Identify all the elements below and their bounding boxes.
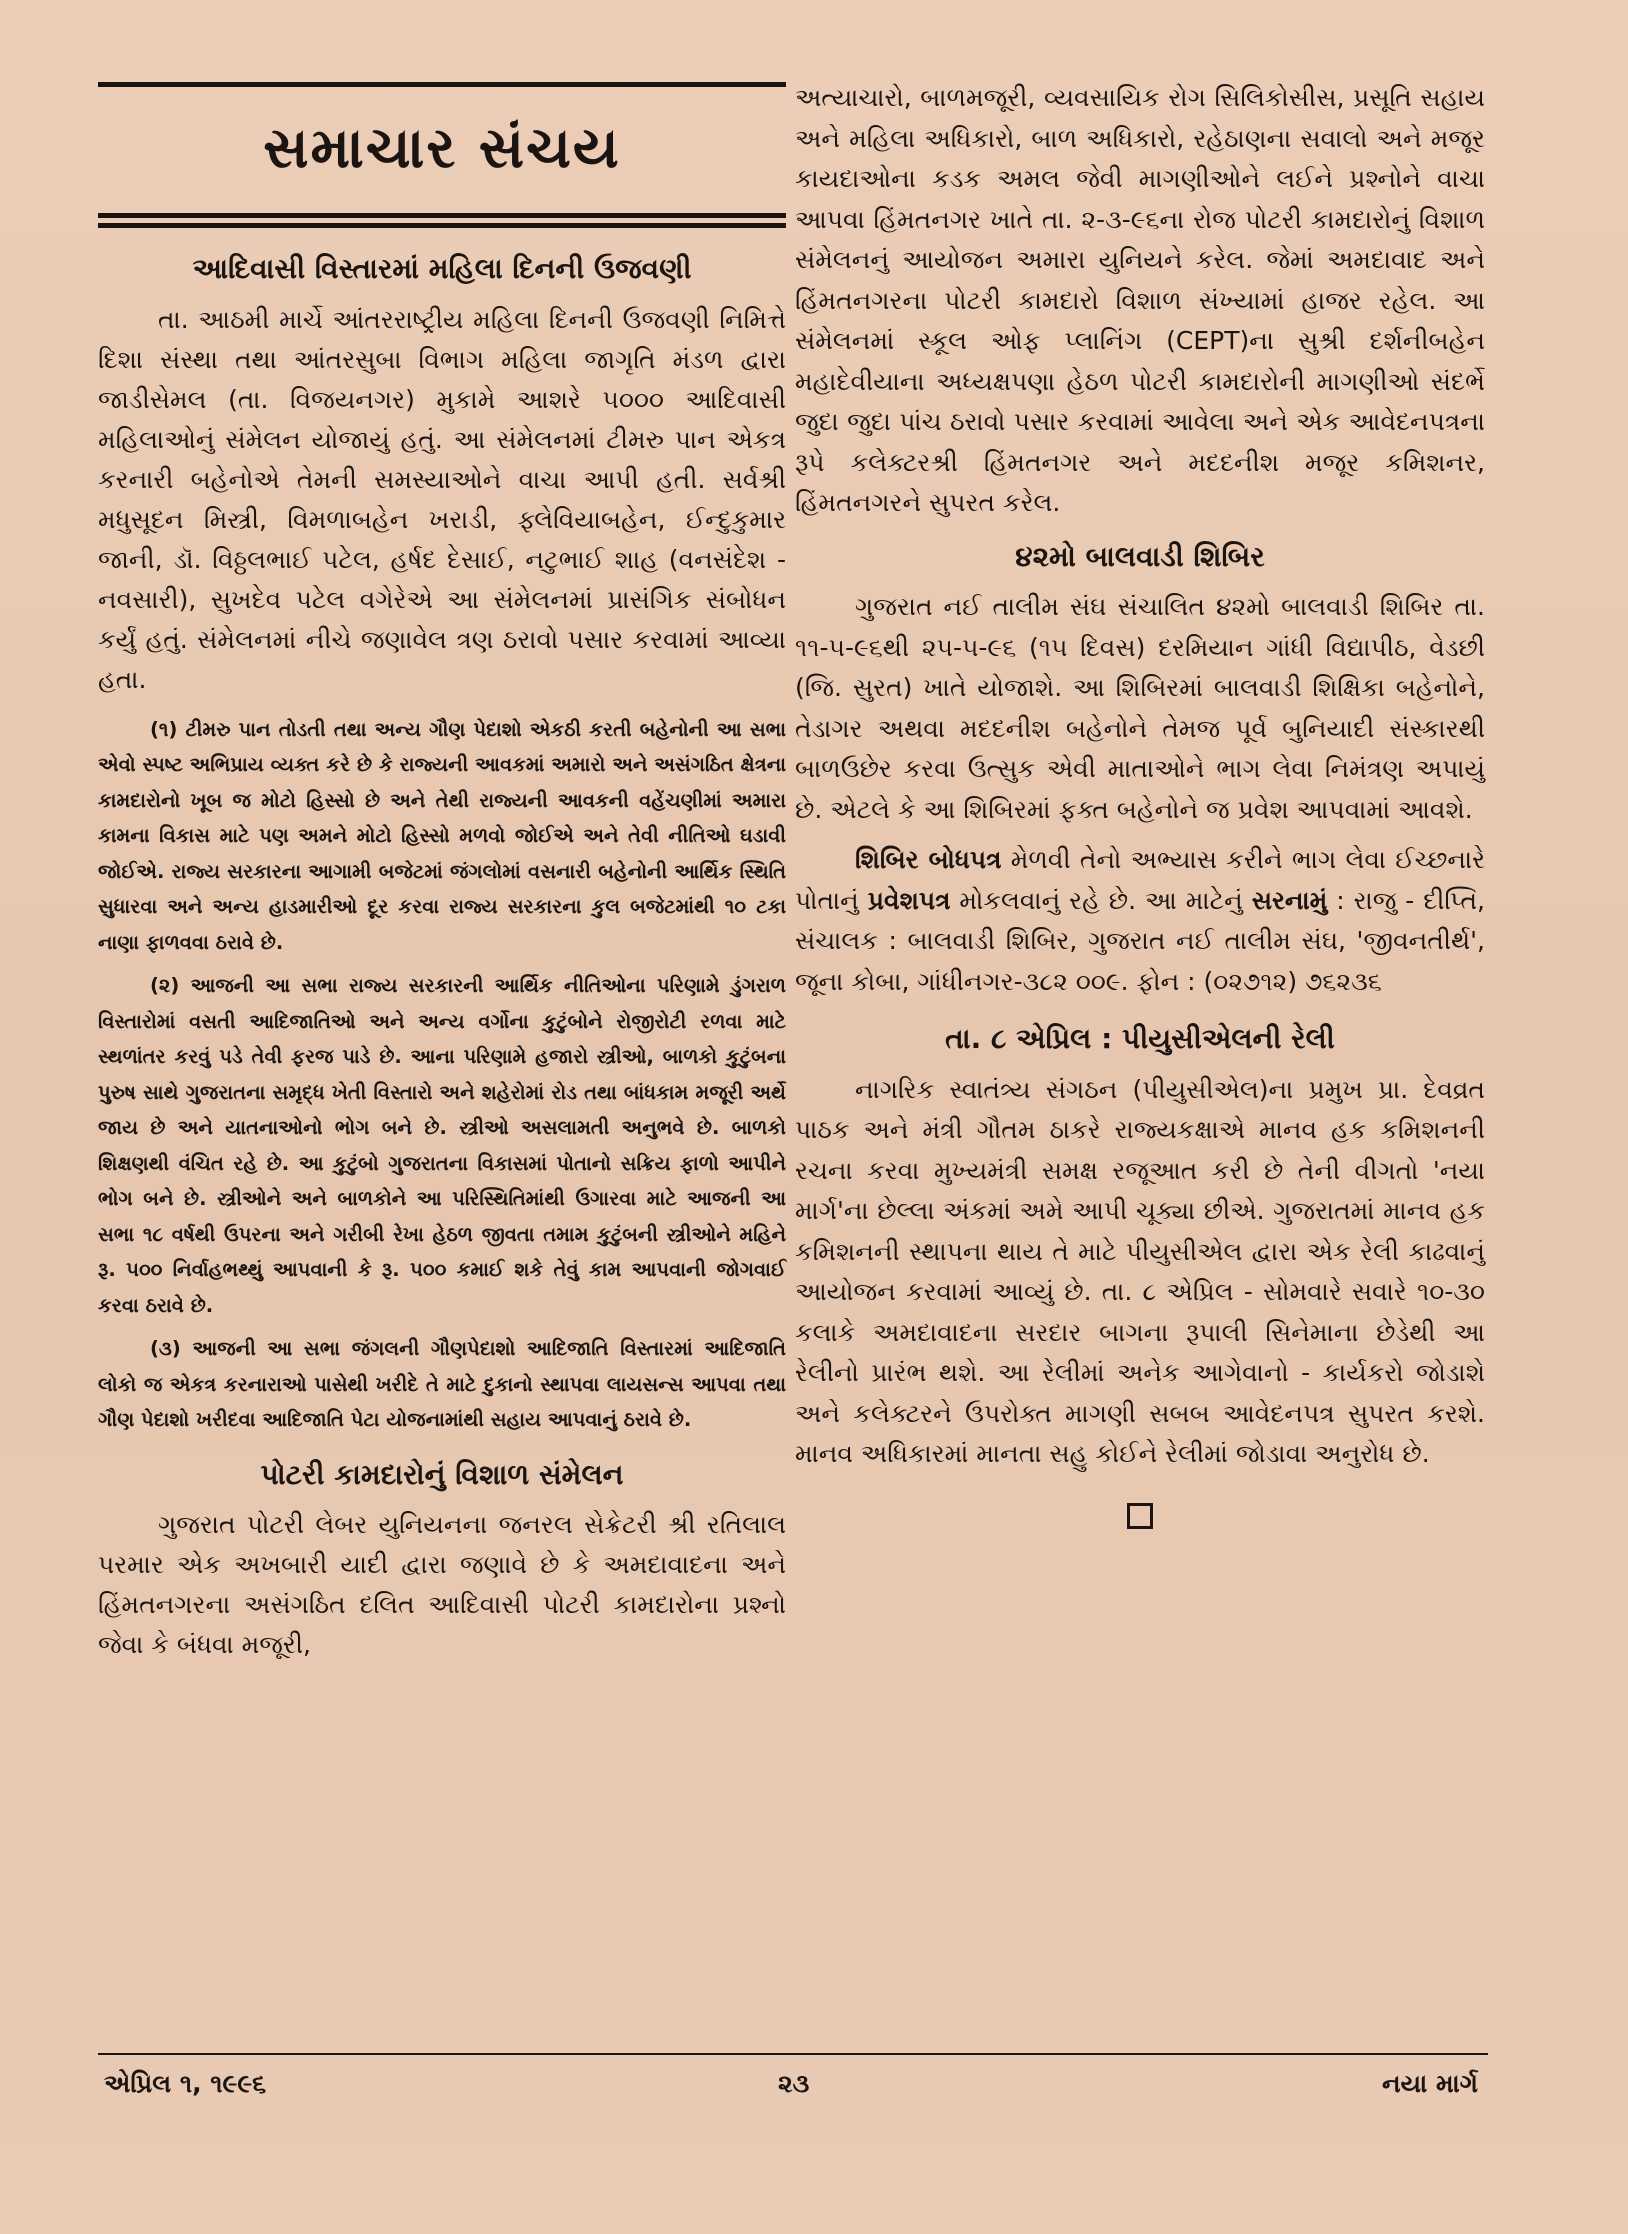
- left-column: [98, 78, 786, 1665]
- article-paragraph-balwadi-application: [795, 840, 1485, 1002]
- masthead-bottom-rule: [98, 213, 786, 228]
- text-run: મેળવી તેનો અભ્યાસ કરીને ભાગ લેવા ઈચ્છનારે પોતાનું: [795, 845, 1485, 915]
- text-run: મોકલવાનું રહે છે. આ માટેનું: [950, 885, 1252, 915]
- article-heading-balwadi: ૪૨મો બાલવાડી શિબિર: [1015, 539, 1265, 573]
- bold-term-bodhpatra: શિબિર બોધપત્ર: [855, 845, 1002, 875]
- publication-name: નયા માર્ગ: [1382, 2069, 1478, 2098]
- page-number: ૨૩: [778, 2069, 810, 2098]
- bold-term-praveshpatra: પ્રવેશપત્ર: [867, 885, 951, 915]
- resolution-3: (૩) આજની આ સભા જંગલની ગૌણપેદાશો આદિજાતિ વિસ્તારમાં આદિજાતિ લોકો જ એકત્ર કરનારાઓ પાસેથી ખરીદે તે માટે દુકાનો સ્થાપવા લાયસન્સ આપવા તથા ગૌણ પેદાશો ખરીદવા આદિજાતિ પેટા યોજનામાંથી સહાય આપવાનું ઠરાવે છે.: [98, 1337, 786, 1432]
- bold-term-address: સરનામું: [1251, 885, 1328, 915]
- article-paragraph-pottery-left: ગુજરાત પોટરી લેબર યુનિયનના જનરલ સેક્રેટરી શ્રી રતિલાલ પરમાર એક અખબારી યાદી દ્વારા જણાવે છે કે અમદાવાદના અને હિંમતનગરના અસંગઠિત દલિત આદિવાસી પોટરી કામદારોના પ્રશ્નો જેવા કે બંધવા મજૂરી,: [98, 1510, 786, 1660]
- text-run: : રાજુ - દીપ્તિ, સંચાલક : બાલવાડી શિબિર, ગુજરાત નઈ તાલીમ સંઘ, 'જીવનતીર્થ', જૂના કોબા, ગાંધીનગર-૩૮૨ ૦૦૯. ફોન : (૦૨૭૧૨) ૭૬૨૩૬: [795, 885, 1486, 996]
- resolution-1: (૧) ટીમરુ પાન તોડતી તથા અન્ય ગૌણ પેદાશો એકઠી કરતી બહેનોની આ સભા એવો સ્પષ્ટ અભિપ્રાય વ્યક્ત કરે છે કે રાજ્યની આવકમાં અમારો અને અસંગઠિત ક્ષેત્રના કામદારોનો ખૂબ જ મોટો હિસ્સો છે અને તેથી રાજ્યની આવકની વહેંચણીમાં અમારા કામના વિકાસ માટે પણ અમને મોટો હિસ્સો મળવો જોઈએ અને તેવી નીતિઓ ઘડાવી જોઈએ. રાજ્ય સરકારના આગામી બજેટમાં જંગલોમાં વસનારી બહેનોની આર્થિક સ્થિતિ સુધારવા અને અન્ય હાડમારીઓ દૂર કરવા રાજ્ય સરકારના કુલ બજેટમાંથી ૧૦ ટકા નાણા ફાળવવા ઠરાવે છે.: [98, 717, 786, 954]
- end-of-article-box-icon: [1127, 1503, 1153, 1529]
- article-paragraph-pottery-right: અત્યાચારો, બાળમજૂરી, વ્યવસાયિક રોગ સિલિકોસીસ, પ્રસૂતિ સહાય અને મહિલા અધિકારો, બાળ અધિકારો, રહેઠાણના સવાલો અને મજૂર કાયદાઓના કડક અમલ જેવી માગણીઓને લઈને પ્રશ્નોને વાચા આપવા હિંમતનગર ખાતે તા. ૨-૩-૯૬ના રોજ પોટરી કામદારોનું વિશાળ સંમેલનનું આયોજન અમારા યુનિયને કરેલ. જેમાં અમદાવાદ અને હિંમતનગરના પોટરી કામદારો વિશાળ સંખ્યામાં હાજર રહેલ. આ સંમેલનમાં સ્કૂલ ઓફ પ્લાનિંગ (CEPT)ના સુશ્રી દર્શનીબહેન મહાદેવીયાના અધ્યક્ષપણા હેઠળ પોટરી કામદારોની માગણીઓ સંદર્ભે જુદા જુદા પાંચ ઠરાવો પસાર કરવામાં આવેલા અને એક આવેદનપત્રના રૂપે કલેક્ટરશ્રી હિંમતનગર અને મદદનીશ મજૂર કમિશનર, હિંમતનગરને સુપરત કરેલ.: [795, 83, 1485, 517]
- footer-rule: [98, 2053, 1488, 2055]
- resolution-2: (૨) આજની આ સભા રાજ્ય સરકારની આર્થિક નીતિઓના પરિણામે ડુંગરાળ વિસ્તારોમાં વસતી આદિજાતિઓ અને અન્ય વર્ગોના કુટુંબોને રોજીરોટી રળવા માટે સ્થળાંતર કરવું પડે તેવી ફરજ પાડે છે. આના પરિણામે હજારો સ્ત્રીઓ, બાળકો કુટુંબના પુરુષ સાથે ગુજરાતના સમૃદ્ધ ખેતી વિસ્તારો અને શહેરોમાં રોડ તથા બાંધકામ મજૂરી અર્થે જાય છે અને યાતનાઓનો ભોગ બને છે. સ્ત્રીઓ અસલામતી અનુભવે છે. બાળકો શિક્ષણથી વંચિત રહે છે. આ કુટુંબો ગુજરાતના વિકાસમાં પોતાનો સક્રિય ફાળો આપીને ભોગ બને છે. સ્ત્રીઓને અને બાળકોને આ પરિસ્થિતિમાંથી ઉગારવા માટે આજની આ સભા ૧૮ વર્ષથી ઉપરના અને ગરીબી રેખા હેઠળ જીવતા તમામ કુટુંબની સ્ત્રીઓને મહિને રૂ. ૫૦૦ નિર્વાહભથ્થું આપવાની કે રૂ. ૫૦૦ કમાઈ શકે તેવું કામ આપવાની જોગવાઈ કરવા ઠરાવે છે.: [98, 974, 786, 1317]
- article-heading-womens-day: આદિવાસી વિસ્તારમાં મહિલા દિનની ઉજવણી: [192, 252, 692, 285]
- article-paragraph-intro: તા. આઠમી માર્ચે આંતરરાષ્ટ્રીય મહિલા દિનની ઉજવણી નિમિત્તે દિશા સંસ્થા તથા આંતરસુબા વિભાગ મહિલા જાગૃતિ મંડળ દ્વારા જાડીસેમલ (તા. વિજયનગર) મુકામે આશરે ૫૦૦૦ આદિવાસી મહિલાઓનું સંમેલન યોજાયું હતું. આ સંમેલનમાં ટીમરુ પાન એકત્ર કરનારી બહેનોએ તેમની સમસ્યાઓને વાચા આપી હતી. સર્વશ્રી મધુસૂદન મિસ્ત્રી, વિમળાબહેન ખરાડી, ફ્લેવિયાબહેન, ઈન્દુકુમાર જાની, ડૉ. વિઠ્ઠલભાઈ પટેલ, હર્ષદ દેસાઈ, નટુભાઈ શાહ (વનસંદેશ - નવસારી), સુખદેવ પટેલ વગેરેએ આ સંમેલનમાં પ્રાસંગિક સંબોધન કર્યું હતું. સંમેલનમાં નીચે જણાવેલ ત્રણ ઠરાવો પસાર કરવામાં આવ્યા હતા.: [98, 304, 786, 694]
- article-paragraph-balwadi: ગુજરાત નઈ તાલીમ સંઘ સંચાલિત ૪૨મો બાલવાડી શિબિર તા. ૧૧-૫-૯૬થી ૨૫-૫-૯૬ (૧૫ દિવસ) દરમિયાન ગાંધી વિદ્યાપીઠ, વેડછી (જિ. સુરત) ખાતે યોજાશે. આ શિબિરમાં બાલવાડી શિક્ષિકા બહેનોને, તેડાગર અથવા મદદનીશ બહેનોને તેમજ પૂર્વ બુનિયાદી સંસ્કારથી બાળઉછેર કરવા ઉત્સુક એવી માતાઓને ભાગ લેવા નિમંત્રણ અપાયું છે. એટલે કે આ શિબિરમાં ફક્ત બહેનોને જ પ્રવેશ આપવામાં આવશે.: [795, 592, 1485, 824]
- footer-date: એપ્રિલ ૧, ૧૯૯૬: [104, 2069, 267, 2098]
- masthead-top-rule: [98, 82, 786, 87]
- article-paragraph-pucl: નાગરિક સ્વાતંત્ર્ય સંગઠન (પીયુસીએલ)ના પ્રમુખ પ્રા. દેવવ્રત પાઠક અને મંત્રી ગૌતમ ઠાકરે રાજ્યકક્ષાએ માનવ હક કમિશનની રચના કરવા મુખ્યમંત્રી સમક્ષ રજૂઆત કરી છે તેની વીગતો 'નયા માર્ગ'ના છેલ્લા અંકમાં અમે આપી ચૂક્યા છીએ. ગુજરાતમાં માનવ હક કમિશનની સ્થાપના થાય તે માટે પીયુસીએલ દ્વારા એક રેલી કાઢવાનું આયોજન કરવામાં આવ્યું છે. તા. ૮ એપ્રિલ - સોમવારે સવારે ૧૦-૩૦ કલાકે અમદાવાદના સરદાર બાગના રૂપાલી સિનેમાના છેડેથી આ રેલીનો પ્રારંભ થશે. આ રેલીમાં અનેક આગેવાનો - કાર્યકરો જોડાશે અને કલેક્ટરને ઉપરોક્ત માગણી સબબ આવેદનપત્ર સુપરત કરશે. માનવ અધિકારમાં માનતા સહુ કોઈને રેલીમાં જોડાવા અનુરોધ છે.: [795, 1074, 1485, 1469]
- article-heading-pottery: પોટરી કામદારોનું વિશાળ સંમેલન: [260, 1457, 624, 1491]
- article-heading-pucl-rally: તા. ૮ એપ્રિલ : પીયુસીએલની રેલી: [945, 1022, 1335, 1056]
- right-column: [795, 78, 1485, 1529]
- section-masthead: સમાચાર સંચય: [263, 116, 621, 181]
